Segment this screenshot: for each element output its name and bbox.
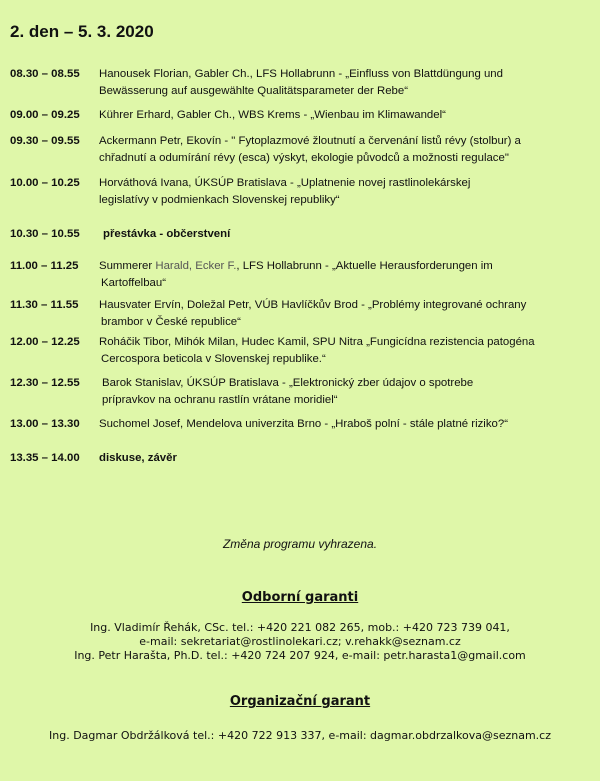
entry-text: Roháčik Tibor, Mihók Milan, Hudec Kamil, SPU Nitra „Fungicídna rezistencia patogéna — [99, 336, 535, 348]
program-change-note: Změna programu vyhrazena. — [222, 537, 378, 551]
entry-time: 11.30 – 11.55 — [10, 299, 79, 311]
contact-line: e-mail: sekretariat@rostlinolekari.cz; v.rehakk@seznam.cz — [139, 635, 461, 648]
organizer-contact: Ing. Dagmar Obdržálková tel.: +420 722 913 337, e-mail: dagmar.obdrzalkova@seznam.cz — [49, 729, 551, 742]
entry-text: Cercospora beticola v Slovenskej republike.“ — [101, 353, 326, 365]
entry-time: 08.30 – 08.55 — [10, 68, 80, 80]
entry-time: 11.00 – 11.25 — [10, 260, 79, 272]
entry-time: 12.00 – 12.25 — [10, 336, 80, 348]
entry-time: 09.00 – 09.25 — [10, 109, 80, 121]
entry-text: Hausvater Ervín, Doležal Petr, VÚB Havlíčkův Brod - „Problémy integrované ochrany — [99, 299, 527, 311]
entry-time: 12.30 – 12.55 — [10, 377, 80, 389]
expert-guarantors-heading: Odborní garanti — [241, 590, 359, 605]
entry-text: legislatívy v podmienkach Slovenskej republiky“ — [99, 194, 340, 206]
entry-time: 09.30 – 09.55 — [10, 135, 80, 147]
entry-text: diskuse, závěr — [99, 452, 177, 464]
entry-text: přestávka - občerstvení — [103, 228, 231, 240]
day-title: 2. den – 5. 3. 2020 — [10, 22, 154, 41]
entry-time: 13.00 – 13.30 — [10, 418, 80, 430]
entry-text: prípravkov na ochranu rastlín vrátane moridiel“ — [102, 394, 338, 406]
entry-text: Hanousek Florian, Gabler Ch., LFS Hollabrunn - „Einfluss von Blattdüngung und — [99, 68, 503, 80]
entry-text-gray: Harald, Ecker F. — [155, 260, 237, 272]
contact-line: Ing. Vladimír Řehák, CSc. tel.: +420 221 082 265, mob.: +420 723 739 041, — [90, 621, 510, 634]
expert-guarantors-contacts — [0, 621, 600, 663]
entry-text: Kartoffelbau“ — [101, 277, 167, 289]
entry-text: Horváthová Ivana, ÚKSÚP Bratislava - „Uplatnenie novej rastlinolekárskej — [99, 177, 471, 189]
entry-time: 13.35 – 14.00 — [10, 452, 80, 464]
entry-text: Summerer — [99, 260, 156, 272]
entry-text: brambor v České republice“ — [101, 316, 241, 328]
entry-text: , LFS Hollabrunn - „Aktuelle Herausforderungen im — [236, 260, 493, 272]
contact-line: Ing. Petr Harašta, Ph.D. tel.: +420 724 207 924, e-mail: petr.harasta1@gmail.com — [74, 649, 526, 662]
entry-text: Kührer Erhard, Gabler Ch., WBS Krems - „Wienbau im Klimawandel“ — [99, 109, 446, 121]
entry-text: chřadnutí a odumírání révy (esca) výskyt, ekologie původců a možnosti regulace" — [99, 152, 509, 164]
entry-text: Barok Stanislav, ÚKSÚP Bratislava - „Elektronický zber údajov o spotrebe — [102, 377, 474, 389]
entry-text: Bewässerung auf ausgewählte Qualitätsparameter der Rebe“ — [99, 85, 408, 97]
entry-text: Ackermann Petr, Ekovín - " Fytoplazmové žloutnutí a červenání listů révy (stolbur) a — [99, 135, 521, 147]
entry-time: 10.30 – 10.55 — [10, 228, 80, 240]
organizer-heading: Organizační garant — [229, 694, 371, 709]
entry-time: 10.00 – 10.25 — [10, 177, 80, 189]
entry-text: Suchomel Josef, Mendelova univerzita Brno - „Hraboš polní - stále platné riziko?“ — [99, 418, 508, 430]
